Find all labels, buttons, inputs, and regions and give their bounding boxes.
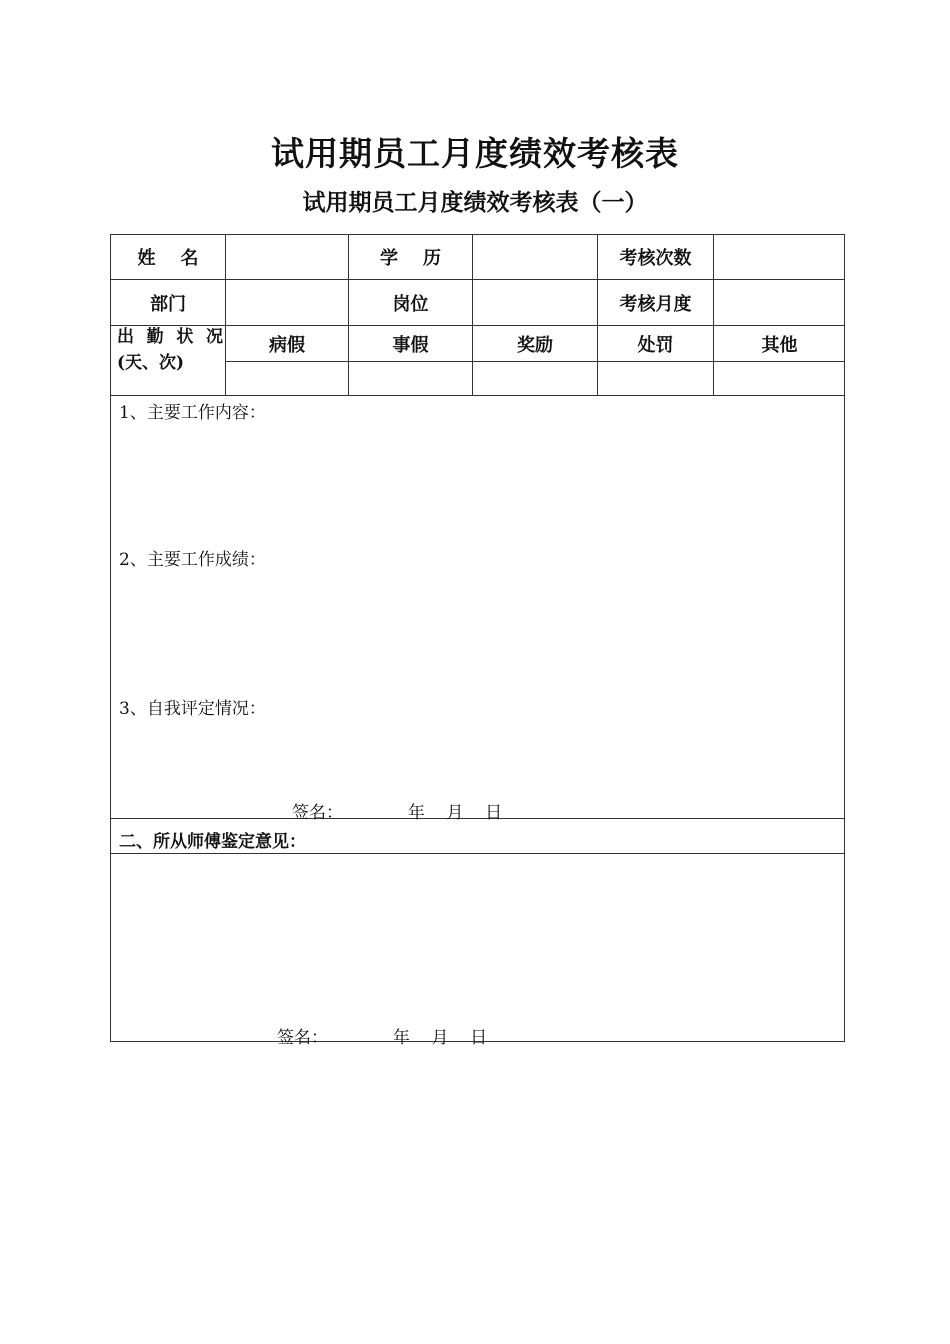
education-label: 学 历 (379, 248, 442, 269)
achievements-heading: 2、主要工作成绩： (119, 550, 266, 570)
sick-leave-field[interactable] (226, 362, 348, 395)
review-month-field[interactable] (714, 280, 845, 325)
row-divider (111, 853, 844, 854)
mentor-signature-line: 签名： 年 月 日 (277, 1028, 488, 1048)
name-label: 姓 名 (137, 248, 199, 269)
sick-leave-label: 病假 (269, 334, 305, 356)
reward-label: 奖励 (517, 334, 553, 356)
department-label: 部门 (150, 293, 186, 315)
main-work-heading: 1、主要工作内容： (119, 403, 266, 423)
education-field[interactable] (473, 235, 597, 279)
assessment-form (110, 234, 845, 1048)
name-field[interactable] (226, 235, 348, 279)
attendance-label: 出勤状况 (117, 327, 223, 347)
personal-leave-field[interactable] (349, 362, 472, 395)
position-label: 岗位 (392, 293, 429, 315)
attendance-unit-label: (天、次) (117, 353, 185, 373)
department-field[interactable] (226, 280, 348, 325)
penalty-label: 处罚 (637, 334, 674, 356)
document-subtitle: 试用期员工月度绩效考核表（一） (302, 189, 648, 216)
row-divider (111, 395, 844, 396)
reward-field[interactable] (473, 362, 597, 395)
penalty-field[interactable] (598, 362, 713, 395)
review-count-label: 考核次数 (619, 248, 692, 269)
personal-leave-label: 事假 (392, 334, 429, 356)
review-count-field[interactable] (714, 235, 845, 279)
self-evaluation-heading: 3、自我评定情况： (119, 699, 266, 719)
self-signature-line: 签名： 年 月 日 (292, 803, 503, 823)
mentor-opinion-heading: 二、所从师傅鉴定意见： (119, 832, 306, 852)
other-label: 其他 (761, 334, 798, 356)
review-month-label: 考核月度 (619, 293, 692, 315)
document-title: 试用期员工月度绩效考核表 (271, 134, 679, 173)
other-field[interactable] (714, 362, 845, 395)
position-field[interactable] (473, 280, 597, 325)
